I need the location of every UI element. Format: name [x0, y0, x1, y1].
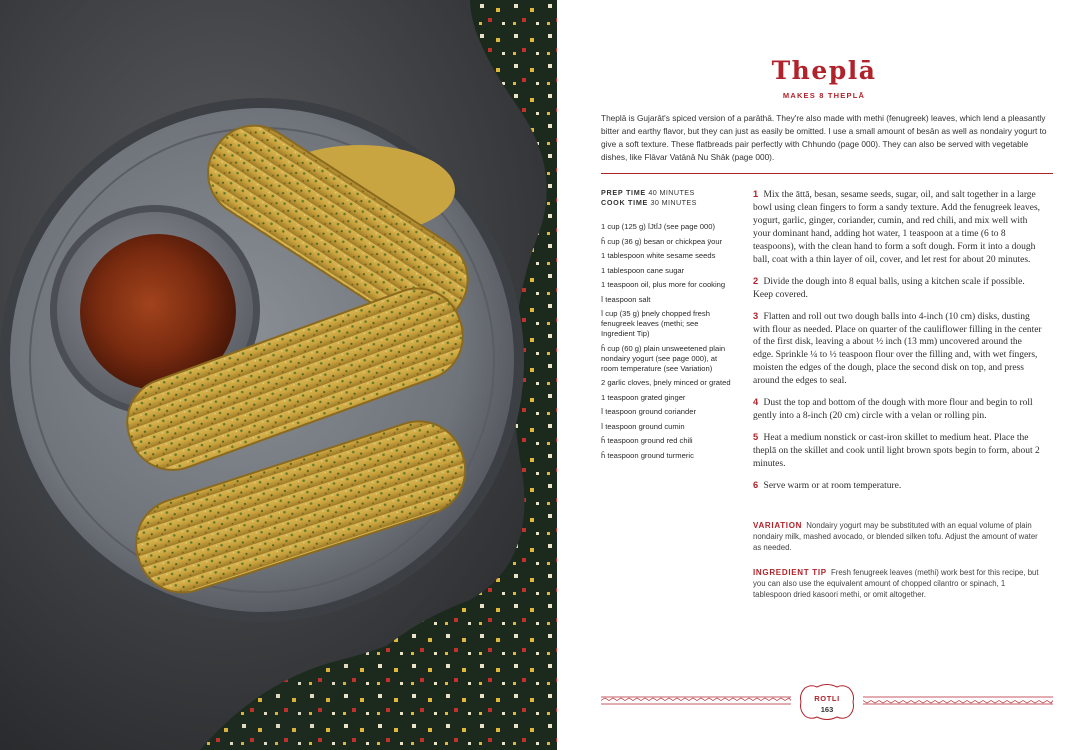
footer-section-label: ROTLI: [814, 694, 840, 703]
ingredient-list: [601, 222, 731, 465]
time-block: [601, 188, 766, 208]
ingredient-tip-text: Fresh fenugreek leaves (methi) work best for this recipe, but you can also use the equivalent amount of chopped cilantro or spinach, 1 tablespoon dried kasoori methi, or omit altogether.: [753, 568, 1039, 600]
ingredient-item: ĥ teaspoon ground red chili: [601, 436, 693, 445]
method-steps: [753, 188, 1043, 501]
step-text: Mix the āttā, besan, sesame seeds, sugar, oil, and salt together in a large bowl using clean fingers to form a sandy texture. Add the fenugreek leaves, yogurt, garlic, ginger, coriander, cumin, and red chili, and mix well with your dominant hand, adding hot water, 1 teaspoon at a time (6 to 8 teaspoons), with the clean hand to form a soft dough. Form it into a dough ball, coat with a thin layer of oil, cover, and let rest for about 20 minutes.: [753, 190, 1041, 265]
step-text: Divide the dough into 8 equal balls, using a kitchen scale if possible. Keep covered.: [753, 276, 1025, 300]
recipe-intro: Theplā is Gujarāt's spiced version of a parāthā. They're also made with methi (fenugreek) leaves, which lend a pleasantly bitter and earthy flavor, but they can just as easily be omitted. I use a small amount of besān as well as nondairy yogurt to give a soft texture. These flatbreads pair perfectly with Chhundo (page 000). They can also be served with vegetable dishes, like Flāvar Vatānā Nu Shāk (page 000).: [601, 113, 1047, 163]
ingredient-item: ĥ teaspoon ground turmeric: [601, 450, 694, 460]
prep-time-label: PREP TIME: [601, 188, 646, 197]
page-number: 163: [820, 705, 834, 714]
method-step: [753, 396, 1043, 423]
variation-text: Nondairy yogurt may be substituted with an equal volume of plain nondairy milk, mashed avocado, or blended silken tofu. Adjust the amount of water as needed.: [753, 521, 1038, 553]
prep-time: [601, 188, 766, 198]
step-number: 6: [753, 480, 759, 491]
ingredient-item: 2 garlic cloves, þnely minced or grated: [601, 378, 731, 387]
footer-ornament-right: [863, 696, 1053, 705]
cook-time-value: 30 MINUTES: [650, 198, 697, 207]
footer-ornament-left: [601, 696, 791, 705]
ingredient-item: 1 tablespoon white sesame seeds: [601, 251, 716, 260]
ingredient-item: ĥ cup (60 g) plain unsweetened plain nondairy yogurt (see page 000), at room temperature (see Variation): [601, 343, 726, 373]
step-text: Flatten and roll out two dough balls into 4-inch (10 cm) disks, dusting with flour as needed. Place on quarter of the cauliflower filling in the center of the first disk, leaving a about ½ inch (13 mm) uncovered around the edge. Sprinkle ¼ to ½ teaspoon flour over the filling and, with wet fingers, moisten the edges of the dough, place the second disk on top, and press around the edges to seal.: [753, 311, 1042, 387]
ingredient-item: Ï teaspoon ground coriander: [601, 407, 696, 416]
ingredient-item: 1 teaspoon grated ginger: [601, 392, 686, 402]
variation-label: VARIATION: [753, 521, 803, 530]
method-step: [753, 479, 1043, 493]
prep-time-value: 40 MINUTES: [648, 188, 695, 197]
step-number: 5: [753, 432, 759, 443]
ingredient-item: Ï teaspoon salt: [601, 294, 651, 304]
ingredient-item: Ï teaspoon ground cumin: [601, 421, 685, 431]
method-step: [753, 188, 1043, 266]
ingredient-item: 1 tablespoon cane sugar: [601, 265, 685, 275]
section-divider: [601, 173, 1053, 174]
ingredient-tip-label: INGREDIENT TIP: [753, 568, 827, 577]
recipe-page: [557, 0, 1091, 750]
ingredient-tip-note: [753, 567, 1043, 601]
variation-note: [753, 520, 1043, 554]
step-number: 2: [753, 275, 759, 286]
step-text: Heat a medium nonstick or cast-iron skillet to medium heat. Place the theplā on the skillet and cook until light brown spots begin to form, about 2 minutes.: [753, 433, 1040, 470]
ingredient-item: Ï cup (35 g) þnely chopped fresh fenugreek leaves (methi; see Ingredient Tip): [601, 309, 710, 338]
step-number: 1: [753, 189, 759, 199]
method-step: [753, 275, 1043, 302]
cook-time: [601, 198, 766, 208]
ingredient-item: ĥ cup (36 g) besan or chickpea ÿour: [601, 236, 723, 246]
method-step: [753, 431, 1043, 471]
method-step: [753, 310, 1043, 388]
ingredient-item: 1 teaspoon oil, plus more for cooking: [601, 280, 726, 289]
step-number: 3: [753, 310, 759, 321]
cook-time-label: COOK TIME: [601, 198, 649, 207]
step-text: Serve warm or at room temperature.: [763, 481, 902, 492]
ingredient-item: 1 cup (125 g) ÏJtÏJ (see page 000): [601, 222, 715, 231]
recipe-yield: MAKES 8 THEPLĀ: [782, 91, 866, 100]
recipe-title: Theplā: [771, 56, 877, 85]
step-number: 4: [753, 397, 759, 408]
step-text: Dust the top and bottom of the dough with more flour and begin to roll gently into a 8-inch (20 cm) circle with a velan or rolling pin.: [753, 398, 1033, 422]
